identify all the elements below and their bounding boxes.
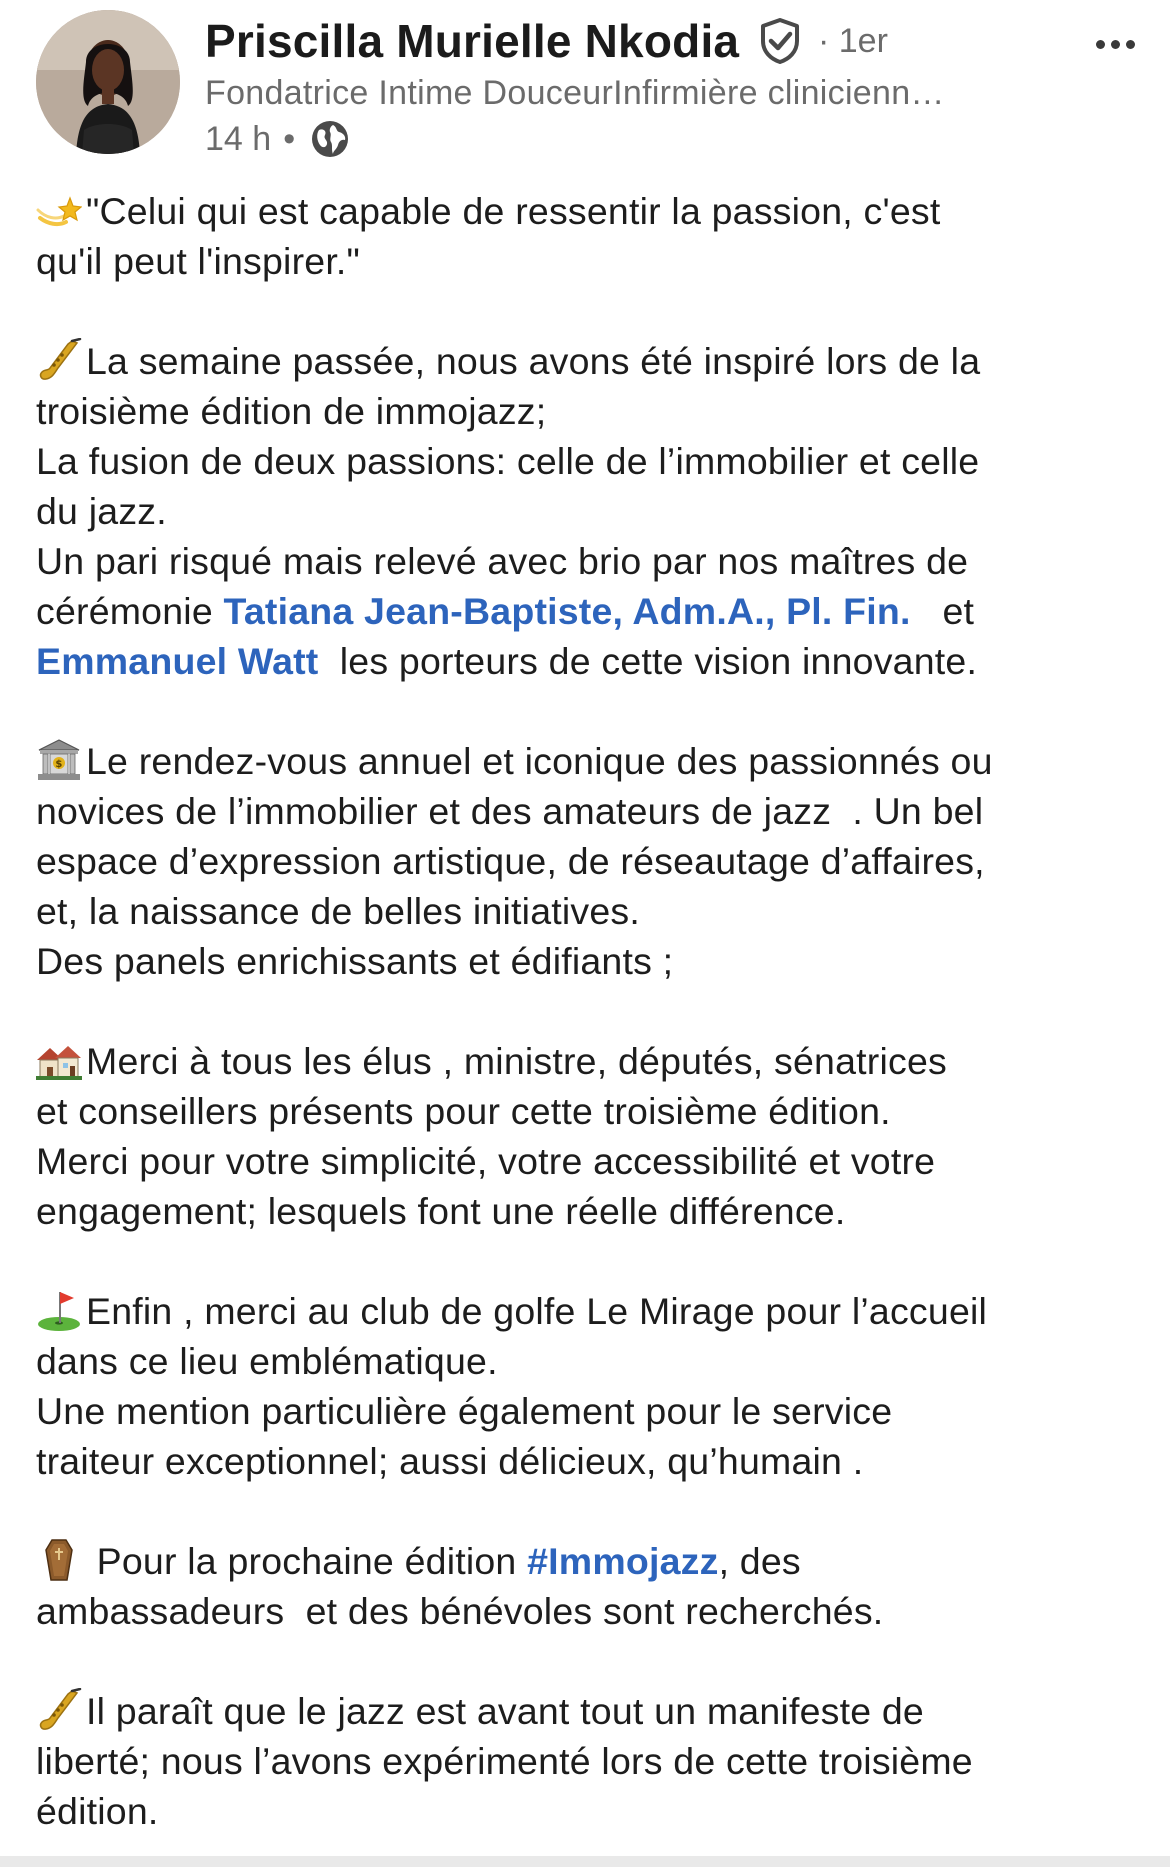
paragraph-merci-elus xyxy=(36,1036,1146,1236)
text-line: Un pari risqué mais relevé avec brio par nos maîtres de xyxy=(36,540,969,582)
shooting-star-emoji-icon xyxy=(36,188,82,232)
author-headline: Fondatrice Intime DouceurInfirmière clinicienn… xyxy=(205,74,945,112)
text-line: espace d’expression artistique, de réseautage d’affaires, xyxy=(36,840,985,882)
post-divider xyxy=(0,1856,1170,1867)
text-line: qu'il peut l'inspirer." xyxy=(36,240,361,282)
hashtag-link-immojazz[interactable]: #Immojazz xyxy=(527,1540,719,1582)
more-options-icon[interactable] xyxy=(1085,24,1145,64)
text-line: La semaine passée, nous avons été inspiré lors de la xyxy=(86,340,981,382)
meta-separator: • xyxy=(283,119,296,158)
connection-degree: · 1er xyxy=(818,22,888,60)
text-line: Merci à tous les élus , ministre, députés, sénatrices xyxy=(86,1040,947,1082)
avatar[interactable] xyxy=(36,10,180,154)
text-line: et conseillers présents pour cette troisième édition. xyxy=(36,1090,891,1132)
coffin-emoji-icon xyxy=(36,1538,82,1582)
text-line: Il paraît que le jazz est avant tout un manifeste de xyxy=(86,1690,924,1732)
post-time: 14 h xyxy=(205,119,272,158)
text-line: Une mention particulière également pour le service xyxy=(36,1390,893,1432)
text-line: novices de l’immobilier et des amateurs de jazz . Un bel xyxy=(36,790,984,832)
text-line: édition. xyxy=(36,1790,159,1832)
saxophone-emoji-icon xyxy=(36,338,82,382)
post-meta xyxy=(205,118,351,160)
text-line: les porteurs de cette vision innovante. xyxy=(318,640,978,682)
text-line: cérémonie xyxy=(36,590,224,632)
text-line: , des xyxy=(718,1540,801,1582)
text-line: troisième édition de immojazz; xyxy=(36,390,547,432)
saxophone-emoji-icon xyxy=(36,1688,82,1732)
text-line: Des panels enrichissants et édifiants ; xyxy=(36,940,674,982)
text-line: et, la naissance de belles initiatives. xyxy=(36,890,640,932)
paragraph-prochaine-edition xyxy=(36,1536,1146,1636)
post-header xyxy=(0,0,1170,170)
mention-link-tatiana[interactable]: Tatiana Jean-Baptiste, Adm.A., Pl. Fin. xyxy=(223,590,911,632)
text-line: traiteur exceptionnel; aussi délicieux, qu’humain . xyxy=(36,1440,864,1482)
post-body xyxy=(36,186,1146,1836)
text-line: dans ce lieu emblématique. xyxy=(36,1340,498,1382)
paragraph-immojazz xyxy=(36,336,1146,686)
paragraph-liberte xyxy=(36,1686,1146,1836)
author-name[interactable]: Priscilla Murielle Nkodia xyxy=(205,15,740,67)
bank-emoji-icon xyxy=(36,738,82,782)
houses-emoji-icon xyxy=(36,1038,82,1082)
paragraph-golf xyxy=(36,1286,1146,1486)
text-line: "Celui qui est capable de ressentir la passion, c'est xyxy=(86,190,941,232)
text-line: du jazz. xyxy=(36,490,167,532)
mention-link-emmanuel[interactable]: Emmanuel Watt xyxy=(36,640,319,682)
text-line: et xyxy=(910,590,975,632)
text-line: Pour la prochaine édition xyxy=(86,1540,528,1582)
paragraph-quote xyxy=(36,186,1146,286)
text-line: La fusion de deux passions: celle de l’immobilier et celle xyxy=(36,440,980,482)
text-line: Le rendez-vous annuel et iconique des passionnés ou xyxy=(86,740,993,782)
verified-shield-icon xyxy=(758,17,802,65)
globe-icon xyxy=(309,118,351,160)
text-line: ambassadeurs et des bénévoles sont recherchés. xyxy=(36,1590,884,1632)
text-line: engagement; lesquels font une réelle différence. xyxy=(36,1190,846,1232)
text-line: liberté; nous l’avons expérimenté lors de cette troisième xyxy=(36,1740,973,1782)
text-line: Merci pour votre simplicité, votre accessibilité et votre xyxy=(36,1140,936,1182)
text-line: Enfin , merci au club de golfe Le Mirage pour l’accueil xyxy=(86,1290,988,1332)
paragraph-rendezvous xyxy=(36,736,1146,986)
golf-flag-emoji-icon xyxy=(36,1288,82,1332)
svg-text:$: $ xyxy=(55,759,63,770)
